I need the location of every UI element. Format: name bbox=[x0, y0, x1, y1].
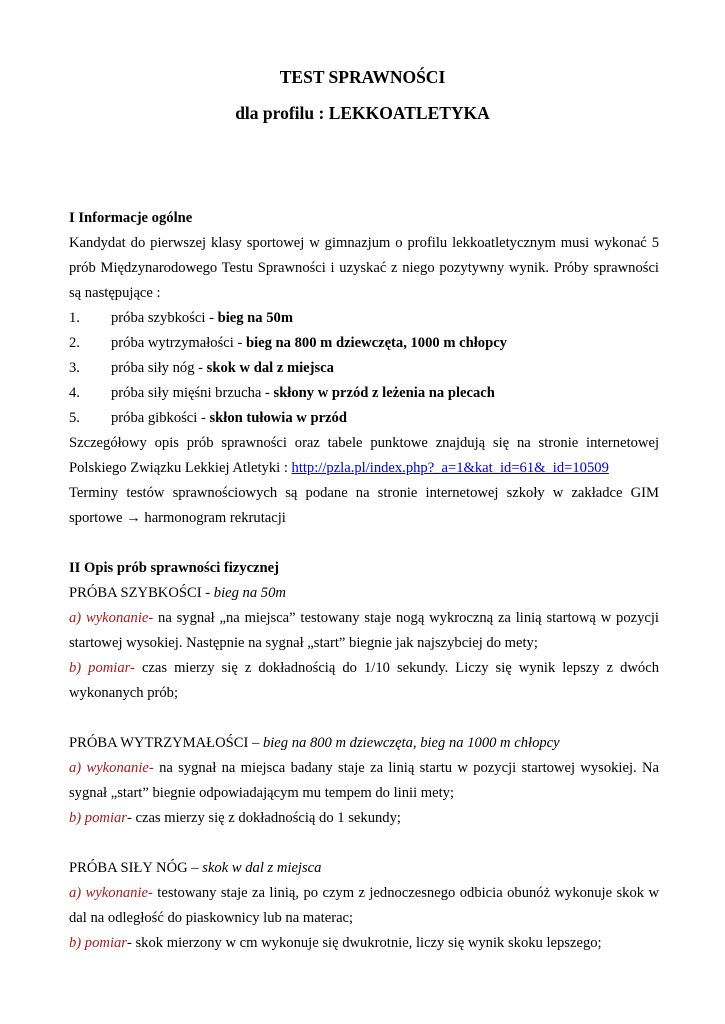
list-value: bieg na 50m bbox=[217, 310, 293, 326]
paragraph-line: Kandydat do pierwszej klasy sportowej w gimnazjum o profilu lekkoatletycznym musi wykonać 5 bbox=[69, 235, 659, 251]
step-label: a) wykonanie- bbox=[69, 885, 153, 901]
probe-name: PRÓBA SZYBKOŚCI - bbox=[69, 585, 214, 601]
step-text: na sygnał na miejsca badany staje za linią startu w pozycji startowej wysokiej. Na bbox=[153, 760, 659, 776]
list-value: skok w dal z miejsca bbox=[206, 360, 334, 376]
section-heading: II Opis prób sprawności fizycznej bbox=[69, 560, 279, 576]
list-label: próba szybkości - bbox=[111, 310, 218, 326]
paragraph-line: wykonanych prób; bbox=[69, 685, 179, 701]
list-label: próba wytrzymałości - bbox=[111, 335, 246, 351]
section-heading: I Informacje ogólne bbox=[69, 210, 193, 226]
probe-step bbox=[69, 806, 659, 831]
list-value: skłony w przód z leżenia na plecach bbox=[273, 385, 495, 401]
list-item bbox=[69, 381, 659, 406]
document-subtitle: dla profilu : LEKKOATLETYKA bbox=[235, 103, 490, 123]
list-item bbox=[69, 406, 659, 431]
list-label: próba siły mięśni brzucha - bbox=[111, 385, 274, 401]
probe-name: PRÓBA WYTRZYMAŁOŚCI – bbox=[69, 735, 263, 751]
paragraph-line: startowej wysokiej. Następnie na sygnał „start” biegnie jak najszybciej do mety; bbox=[69, 635, 538, 651]
paragraph-line: Szczegółowy opis prób sprawności oraz tabele punktowe znajdują się na stronie internetowej bbox=[69, 435, 659, 451]
paragraph-line: są następujące : bbox=[69, 285, 161, 301]
step-label: b) pomiar- bbox=[69, 660, 135, 676]
probe-title bbox=[69, 731, 659, 756]
document-body bbox=[69, 206, 659, 956]
probe-step bbox=[69, 881, 659, 906]
list-number: 1. bbox=[69, 310, 80, 326]
list-number: 3. bbox=[69, 360, 80, 376]
probe-subtitle: skok w dal z miejsca bbox=[202, 860, 322, 876]
paragraph-line: sygnał „start” biegnie odpowiadającym mu tempem do linii mety; bbox=[69, 785, 455, 801]
step-text: - skok mierzony w cm wykonuje się dwukrotnie, liczy się wynik skoku lepszego; bbox=[126, 935, 602, 951]
paragraph-line: dal na odległość do piaskownicy lub na materac; bbox=[69, 910, 354, 926]
pzla-link[interactable]: http://pzla.pl/index.php?_a=1&kat_id=61&_id=10509 bbox=[291, 460, 609, 476]
step-label: b) pomiar bbox=[69, 810, 127, 826]
paragraph-line: sportowe → harmonogram rekrutacji bbox=[69, 510, 286, 526]
step-text: na sygnał „na miejsca” testowany staje nogą wykroczną za linią startową w pozycji bbox=[153, 610, 659, 626]
paragraph-line: Terminy testów sprawnościowych są podane na stronie internetowej szkoły w zakładce GIM bbox=[69, 485, 659, 501]
step-text: testowany staje za linią, po czym z jednoczesnego odbicia obunóż wykonuje skok w bbox=[152, 885, 660, 901]
link-prefix: Polskiego Związku Lekkiej Atletyki : bbox=[69, 460, 292, 476]
step-label: a) wykonanie- bbox=[69, 610, 154, 626]
list-label: próba gibkości - bbox=[111, 410, 210, 426]
list-value: bieg na 800 m dziewczęta, 1000 m chłopcy bbox=[245, 335, 507, 351]
probe-subtitle: bieg na 50m bbox=[213, 585, 286, 601]
step-label: b) pomiar bbox=[69, 935, 127, 951]
paragraph-line: prób Międzynarodowego Testu Sprawności i uzyskać z niego pozytywny wynik. Próby sprawności bbox=[69, 260, 659, 276]
list-number: 2. bbox=[69, 335, 80, 351]
probe-name: PRÓBA SIŁY NÓG – bbox=[69, 860, 203, 876]
list-item bbox=[69, 356, 659, 381]
probe-subtitle: bieg na 800 m dziewczęta, bieg na 1000 m chłopcy bbox=[262, 735, 560, 751]
probe-step bbox=[69, 606, 659, 631]
probe-title bbox=[69, 581, 659, 606]
probe-step bbox=[69, 756, 659, 781]
probe-title bbox=[69, 856, 659, 881]
probe-step bbox=[69, 931, 659, 956]
list-value: skłon tułowia w przód bbox=[209, 410, 347, 426]
list-number: 4. bbox=[69, 385, 80, 401]
list-item bbox=[69, 306, 659, 331]
list-item bbox=[69, 331, 659, 356]
step-text: - czas mierzy się z dokładnością do 1 sekundy; bbox=[126, 810, 401, 826]
probe-step bbox=[69, 656, 659, 681]
step-label: a) wykonanie- bbox=[69, 760, 154, 776]
paragraph-line bbox=[69, 456, 659, 481]
document-title: TEST SPRAWNOŚCI bbox=[279, 67, 446, 87]
list-number: 5. bbox=[69, 410, 80, 426]
step-text: czas mierzy się z dokładnością do 1/10 sekundy. Liczy się wynik lepszy z dwóch bbox=[134, 660, 659, 676]
list-label: próba siły nóg - bbox=[111, 360, 207, 376]
